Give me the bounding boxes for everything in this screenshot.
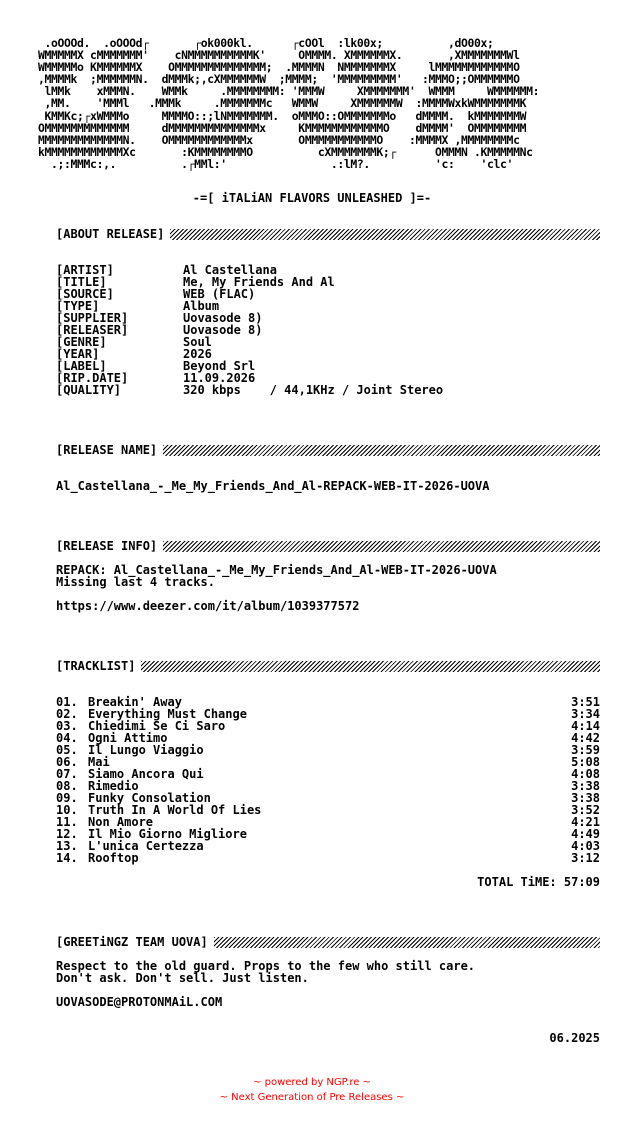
field-label: [QUALITY]: [56, 383, 122, 397]
field-label: [TYPE]: [56, 299, 100, 313]
field-value: 2026: [183, 347, 212, 361]
field-label: [GENRE]: [56, 335, 107, 349]
about-row: [56, 348, 600, 360]
release-name-header: [56, 444, 600, 456]
track-row: [56, 744, 600, 756]
track-duration: 4:08: [571, 767, 600, 781]
track-number: 05.: [56, 743, 78, 757]
repack-line: REPACK: Al_Castellana_-_Me_My_Friends_And_Al-WEB-IT-2026-UOVA: [56, 563, 497, 577]
about-release-details: [56, 264, 600, 396]
track-number: 14.: [56, 851, 78, 865]
field-value: 11.09.2026: [183, 371, 256, 385]
track-number: 12.: [56, 827, 78, 841]
footer: [0, 1075, 624, 1105]
section-title: [TRACKLIST]: [56, 659, 136, 673]
track-duration: 3:12: [571, 851, 600, 865]
tagline: -=[ iTALiAN FLAVORS UNLEASHED ]=-: [192, 191, 432, 205]
field-value: 320 kbps / 44,1KHz / Joint Stereo: [183, 383, 444, 397]
track-title: Everything Must Change: [88, 707, 247, 721]
track-title: Mai: [88, 755, 110, 769]
release-info-header: [56, 540, 600, 552]
greetings-line: Respect to the old guard. Props to the few who still care.: [56, 959, 476, 973]
track-duration: 3:51: [571, 695, 600, 709]
tracklist-header: [56, 660, 600, 672]
field-value: Album: [183, 299, 220, 313]
track-duration: 4:21: [571, 815, 600, 829]
release-date: 06.2025: [549, 1031, 600, 1045]
section-title: [ABOUT RELEASE]: [56, 227, 165, 241]
track-title: Siamo Ancora Qui: [88, 767, 204, 781]
track-title: Funky Consolation: [88, 791, 211, 805]
field-label: [RELEASER]: [56, 323, 129, 337]
release-name: Al_Castellana_-_Me_My_Friends_And_Al-REPACK-WEB-IT-2026-UOVA: [56, 479, 490, 493]
footer-tagline: ~ Next Generation of Pre Releases ~: [219, 1092, 405, 1103]
about-row: [56, 360, 600, 372]
about-release-header: [56, 228, 600, 240]
tracklist: [56, 696, 600, 864]
track-duration: 4:14: [571, 719, 600, 733]
field-value: Soul: [183, 335, 212, 349]
track-title: Il Lungo Viaggio: [88, 743, 204, 757]
track-title: L'unica Certezza: [88, 839, 204, 853]
about-row: [56, 312, 600, 324]
missing-tracks-note: Missing last 4 tracks.: [56, 575, 215, 589]
track-title: Il Mio Giorno Migliore: [88, 827, 247, 841]
field-label: [SUPPLIER]: [56, 311, 129, 325]
about-row: [56, 288, 600, 300]
hatch-divider: [163, 541, 600, 552]
track-number: 07.: [56, 767, 78, 781]
field-label: [SOURCE]: [56, 287, 114, 301]
track-title: Chiedimi Se Ci Saro: [88, 719, 226, 733]
ngp-link[interactable]: ~ powered by NGP.re ~: [253, 1077, 371, 1088]
contact-email[interactable]: UOVASODE@PROTONMAiL.COM: [56, 995, 223, 1009]
hatch-divider: [214, 937, 600, 948]
track-number: 01.: [56, 695, 78, 709]
greetings-header: [56, 936, 600, 948]
release-info: [56, 564, 600, 612]
hatch-divider: [141, 661, 600, 672]
track-duration: 4:49: [571, 827, 600, 841]
track-duration: 5:08: [571, 755, 600, 769]
track-duration: 3:59: [571, 743, 600, 757]
track-duration: 4:03: [571, 839, 600, 853]
track-number: 04.: [56, 731, 78, 745]
section-title: [RELEASE INFO]: [56, 539, 158, 553]
ascii-art-logo: .oOOOd. .oOOOd┌ ┌ok000kl. ┌cOOl :lk00x; ,dO00x; WMMMMMX cMMMMMMM' cNMMMMMMMMMMK' OMMMM. XMMMMMMX. ,XMMMMMMMWl WMMMMMo KMMMMMMX OMMMMMMMMMMMMMM; .MMMMN NMMMMMMMX lMMMMMMMMMMMMO ,MMMMk ;MMMMMMN. dMMMk;,cXMMMMMMW ;MMMM; 'MMMMMMMMM' :MMMO;;OMMMMMMO lMMk xMMMN. WMMk .MMMMMMMM: 'MMMW XMMMMMMM' WMMM WMMMMMM: ,MM. 'MMMl .MMMk .MMMMMMMc WMMW XMMMMMMW :MMMMWxkWMMMMMMMK KMMKc;┌xWMMMo MMMMO::;lNMMMMMMM. oMMMO::OMMMMMMMo dMMMM. kMMMMMMMW OMMMMMMMMMMMMM dMMMMMMMMMMMMMMx KMMMMMMMMMMMMO dMMMM' OMMMMMMMM MMMMMMMMMMMMMN. OMMMMMMMMMMMMx OMMMMMMMMMMMO :MMMMX ,MMMMMMMMc kMMMMMMMMMMMMXc :KMMMMMMMMO cXMMMMMMMK;┌ OMMMN .KMMMMMNc .;:MMMc:,. .┌MMl:' .:lM?. 'c: 'clc': [38, 36, 540, 171]
field-value: Uovasode 8): [183, 311, 263, 325]
track-duration: 3:38: [571, 779, 600, 793]
track-number: 02.: [56, 707, 78, 721]
hatch-divider: [163, 445, 600, 456]
hatch-divider: [170, 229, 600, 240]
track-title: Ogni Attimo: [88, 731, 168, 745]
section-title: [GREETiNGZ TEAM UOVA]: [56, 935, 208, 949]
field-value: Uovasode 8): [183, 323, 263, 337]
about-row: [56, 300, 600, 312]
about-row: [56, 336, 600, 348]
track-title: Rimedio: [88, 779, 139, 793]
field-value: Al Castellana: [183, 263, 277, 277]
track-number: 08.: [56, 779, 78, 793]
field-label: [LABEL]: [56, 359, 107, 373]
field-value: WEB (FLAC): [183, 287, 256, 301]
track-number: 13.: [56, 839, 78, 853]
track-row: [56, 852, 600, 864]
track-duration: 3:38: [571, 791, 600, 805]
field-label: [ARTIST]: [56, 263, 114, 277]
track-duration: 3:34: [571, 707, 600, 721]
greetings-line: Don't ask. Don't sell. Just listen.: [56, 971, 309, 985]
track-number: 10.: [56, 803, 78, 817]
field-value: Me, My Friends And Al: [183, 275, 335, 289]
track-number: 11.: [56, 815, 78, 829]
about-row: [56, 384, 600, 396]
about-row: [56, 276, 600, 288]
track-title: Rooftop: [88, 851, 139, 865]
track-title: Truth In A World Of Lies: [88, 803, 262, 817]
track-number: 03.: [56, 719, 78, 733]
field-label: [TITLE]: [56, 275, 107, 289]
track-title: Non Amore: [88, 815, 154, 829]
track-number: 06.: [56, 755, 78, 769]
greetings-text: [56, 960, 600, 1008]
field-value: Beyond Srl: [183, 359, 256, 373]
track-title: Breakin' Away: [88, 695, 182, 709]
album-url-link[interactable]: https://www.deezer.com/it/album/1039377572: [56, 599, 360, 613]
about-row: [56, 324, 600, 336]
field-label: [YEAR]: [56, 347, 100, 361]
track-duration: 4:42: [571, 731, 600, 745]
field-label: [RIP.DATE]: [56, 371, 129, 385]
track-duration: 3:52: [571, 803, 600, 817]
total-time: TOTAL TiME: 57:09: [477, 875, 600, 889]
section-title: [RELEASE NAME]: [56, 443, 158, 457]
track-number: 09.: [56, 791, 78, 805]
